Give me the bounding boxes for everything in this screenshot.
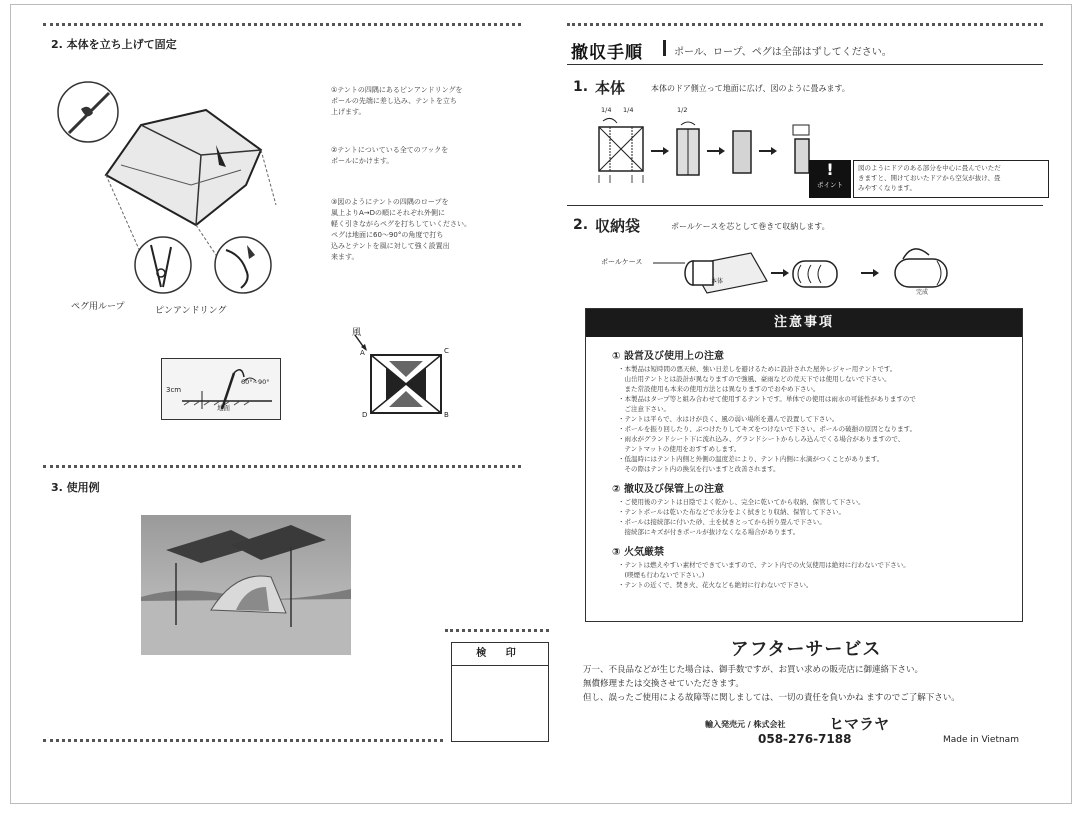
done-label: 完成 bbox=[916, 289, 929, 296]
notes-line: ・本製品は短時間の悪天候、強い日差しを避けるために設計された屋外レジャー用テントです。 bbox=[618, 365, 897, 373]
notes-line: ・ポールは接続部に付いた砂、土を拭きとってから折り畳んで下さい。 bbox=[618, 518, 826, 526]
usage-example-photo bbox=[141, 515, 351, 655]
dotted-divider-top-left bbox=[43, 23, 521, 26]
corner-b: B bbox=[444, 411, 449, 419]
notes-line: ご注意下さい。 bbox=[618, 405, 670, 413]
instruction-3-line: ペグは地面に60〜90°の角度で打ち bbox=[331, 231, 444, 239]
notes-header: 注意事項 bbox=[586, 309, 1022, 337]
notes-line: ・テントポールは乾いた布などで水分をよく拭きとり収納、保管して下さい。 bbox=[618, 508, 846, 516]
after-service-line: 無償修理または交換させていただきます。 bbox=[583, 679, 744, 689]
step2-title: 収納袋 bbox=[595, 217, 641, 235]
retrieval-title: 撤収手順 bbox=[571, 43, 643, 63]
notes-line: ・テントは燃えやすい素材でできていますので、テント内での火気使用は絶対に行わないで下さい。 bbox=[618, 561, 910, 569]
step2-number: 2. bbox=[573, 217, 589, 233]
notes-line: 山岳用テントとは設計が異なりますので強風、豪雨などの荒天下では使用しないで下さい。 bbox=[618, 375, 891, 383]
exclamation-icon: ! bbox=[826, 160, 834, 179]
section2-title: 2. 本体を立ち上げて固定 bbox=[51, 38, 177, 51]
notes-line: ・本製品はタープ等と組み合わせて使用するテントです。単体での使用は雨水の可能性がありますので bbox=[618, 395, 916, 403]
corner-c: C bbox=[444, 347, 449, 355]
after-service-title: アフターサービス bbox=[730, 639, 882, 660]
label-pin-ring: ピンアンドリング bbox=[155, 306, 227, 316]
notes-line: ・低温時にはテント内側と外側の温度差により、テント内側に水滴がつくことがあります。 bbox=[618, 455, 884, 463]
notes-line: (喫煙も行わないで下さい。) bbox=[618, 571, 705, 579]
corner-d: D bbox=[362, 411, 368, 419]
notes-section-title: ① 設営及び使用上の注意 bbox=[612, 351, 724, 362]
body-label: 本体 bbox=[711, 278, 724, 285]
instruction-2-line: ②テントについている全てのフックを bbox=[331, 146, 449, 154]
instruction-1 bbox=[331, 85, 511, 118]
instruction-1-line: ①テントの四隅にあるピンアンドリングを bbox=[331, 86, 463, 94]
dotted-divider-mid-left bbox=[43, 465, 521, 468]
point-badge bbox=[809, 160, 851, 198]
notes-section-title: ③ 火気厳禁 bbox=[612, 547, 664, 558]
step1-number: 1. bbox=[573, 79, 589, 95]
dotted-divider-bottom-left bbox=[43, 739, 443, 742]
instruction-2 bbox=[331, 145, 511, 167]
notes-line: ・テントは平らで、水はけが良く、風の弱い場所を選んで設置して下さい。 bbox=[618, 415, 839, 423]
dotted-divider-top-right bbox=[567, 23, 1043, 26]
instruction-1-line: 上げます。 bbox=[331, 108, 366, 116]
notes-line: ・雨水がグランドシート下に流れ込み、グランドシートからしみ込んでくる場合がありますので、 bbox=[618, 435, 905, 443]
point-text-line: みやすくなります。 bbox=[858, 184, 916, 192]
made-in-label: Made in Vietnam bbox=[943, 735, 1019, 745]
point-label: ポイント bbox=[817, 181, 843, 189]
step1-title: 本体 bbox=[595, 79, 626, 97]
pole-case-label: ポールケース bbox=[601, 258, 643, 266]
instruction-3-line: 込みとテントを風に対して強く設置出 bbox=[331, 242, 450, 250]
point-text-line: 図のようにドアのある部分を中心に畳んでいただ bbox=[858, 164, 1001, 172]
ground-label: 地面 bbox=[217, 404, 230, 412]
title-separator-bar bbox=[663, 40, 666, 56]
company-name: ヒマラヤ bbox=[829, 715, 890, 733]
after-service-line: 万一、不良品などが生じた場合は、御手数ですが、お買い求めの販売店に御連絡下さい。 bbox=[583, 665, 924, 675]
instruction-3-line: 軽く引きながらペグを打ちしていください。 bbox=[331, 220, 471, 228]
notes-line: その際はテント内の換気を行いますと改善されます。 bbox=[618, 465, 780, 473]
section3-title: 3. 使用例 bbox=[51, 481, 100, 494]
inspection-stamp-label: 検 印 bbox=[452, 643, 548, 666]
wind-label: 風 bbox=[352, 328, 362, 338]
point-text-line: きますと、開けておいたドアから空気が抜け、畳 bbox=[858, 174, 1001, 182]
wind-direction-diagram bbox=[341, 325, 461, 425]
notes-section-title: ② 撤収及び保管上の注意 bbox=[612, 484, 724, 495]
notes-line: ・テントの近くで、焚き火、花火なども絶対に行わないで下さい。 bbox=[618, 581, 813, 589]
inspection-stamp-box bbox=[451, 642, 549, 742]
folding-steps-diagram bbox=[593, 117, 823, 189]
notes-line: また常設使用も本来の使用方法とは異なりますのでおやめ下さい。 bbox=[618, 385, 820, 393]
fraction-1: 1/4 bbox=[601, 106, 612, 114]
notes-line: テントマットの使用をおすすめします。 bbox=[618, 445, 741, 453]
peg-depth-label: 3cm bbox=[166, 386, 182, 394]
notes-body bbox=[586, 337, 1022, 590]
instruction-3 bbox=[331, 197, 516, 263]
step-rule bbox=[567, 205, 1043, 206]
retrieval-subtitle: ポール、ロープ、ペグは全部はずしてください。 bbox=[674, 47, 892, 58]
after-service-line: 但し、誤ったご使用による故障等に関しましては、一切の責任を負いかね ますのでご了解下さい。 bbox=[583, 693, 960, 703]
corner-a: A bbox=[360, 349, 365, 357]
fraction-2: 1/4 bbox=[623, 106, 634, 114]
instruction-2-line: ポールにかけます。 bbox=[331, 157, 394, 165]
instruction-3-line: 来ます。 bbox=[331, 253, 359, 261]
fraction-3: 1/2 bbox=[677, 106, 688, 114]
peg-angle-label: 60°~90° bbox=[241, 378, 270, 386]
stamp-dotted-top bbox=[445, 629, 549, 632]
rolling-steps-diagram bbox=[651, 243, 961, 299]
tent-setup-illustration bbox=[51, 75, 281, 315]
label-peg-loop: ペグ用ループ bbox=[71, 302, 125, 312]
phone-number: 058-276-7188 bbox=[758, 732, 852, 746]
instruction-3-line: 風上よりA→Dの順にそれぞれ外側に bbox=[331, 209, 446, 217]
notes-line: ・ご使用後のテントは日陰でよく乾かし、完全に乾いてから収納、保管して下さい。 bbox=[618, 498, 865, 506]
manual-page bbox=[10, 4, 1072, 804]
notes-box bbox=[585, 308, 1023, 622]
title-rule bbox=[567, 64, 1043, 65]
step1-description: 本体のドア側立って地面に広げ、図のように畳みます。 bbox=[651, 84, 850, 93]
point-box bbox=[853, 160, 1049, 198]
notes-line: ・ポールを振り回したり、ぶつけたりしてキズをつけないで下さい。ポールの破損の原因となります。 bbox=[618, 425, 917, 433]
step2-description: ポールケースを芯として巻きて収納します。 bbox=[671, 222, 830, 231]
importer-label: 輸入発売元 / 株式会社 bbox=[705, 720, 786, 729]
instruction-3-line: ③図のようにテントの四隅のロープを bbox=[331, 198, 449, 206]
instruction-1-line: ポールの先端に差し込み、テントを立ち bbox=[331, 97, 457, 105]
notes-line: 接続部にキズが付きポールが抜けなくなる場合があります。 bbox=[618, 528, 800, 536]
